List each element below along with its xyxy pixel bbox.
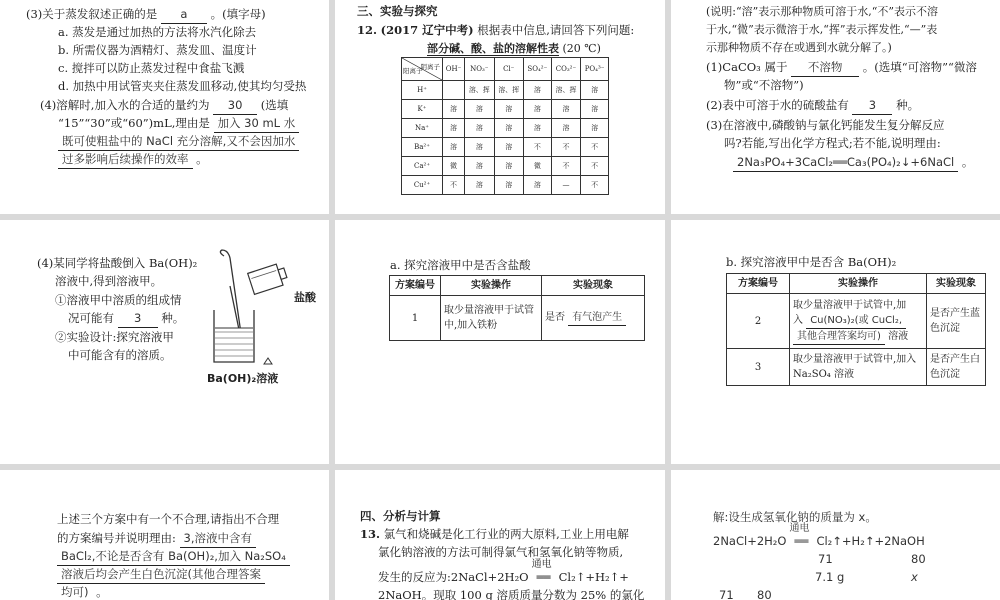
q3-line-1: (3)在溶液中,磷酸钠与氯化钙能发生复分解反应 bbox=[706, 118, 945, 132]
solubility-row bbox=[402, 138, 609, 157]
option-c: c. 搅拌可以防止蒸发过程中食盐飞溅 bbox=[58, 61, 245, 75]
q3-line-2: 吗?若能,写出化学方程式;若不能,说明理由: bbox=[724, 136, 941, 150]
plan-b-row-2 bbox=[727, 294, 986, 349]
table-header-row bbox=[402, 58, 609, 81]
solubility-cell: 溶 bbox=[581, 81, 609, 100]
solubility-cell: 溶 bbox=[494, 176, 523, 195]
q13-line-3 bbox=[378, 559, 629, 586]
solution-mass-x: x bbox=[911, 570, 918, 584]
solution-eq-right: Cl₂↑+H₂↑+2NaOH bbox=[816, 534, 925, 548]
table-temperature: (20 ℃) bbox=[562, 42, 601, 55]
solubility-cell: 溶、挥 bbox=[465, 81, 494, 100]
q13-text-2: 氯化钠溶液的方法可制得氯气和氢氧化钠等物质, bbox=[378, 545, 624, 559]
q12-number: 12. bbox=[357, 23, 378, 37]
solubility-row bbox=[402, 81, 609, 100]
solubility-cell: 溶 bbox=[443, 138, 465, 157]
conclusion-end: 。 bbox=[96, 585, 108, 599]
q13-number: 13. bbox=[360, 527, 381, 541]
q4-line2 bbox=[58, 114, 299, 133]
panel-unreasonable-plan bbox=[0, 470, 329, 600]
plan-operation-2-answer-2: 其他合理答案均可) bbox=[793, 329, 885, 345]
solution-ratio-71: 71 bbox=[719, 588, 734, 600]
q13-text-4: 2NaOH。现取 100 g 溶质质量分数为 25% 的氯化 bbox=[378, 588, 645, 600]
solubility-cell: 不 bbox=[551, 138, 580, 157]
plan-no-1: 1 bbox=[390, 296, 441, 341]
q3-end: 。 bbox=[961, 155, 974, 169]
beaker-illustration bbox=[204, 248, 294, 368]
anion-header: NO₃⁻ bbox=[465, 58, 494, 81]
panel-plan-a bbox=[335, 220, 665, 464]
solubility-cell: 溶 bbox=[494, 119, 523, 138]
label-barium-hydroxide: Ba(OH)₂溶液 bbox=[207, 372, 279, 385]
q4-reason-3: 过多影响后续操作的效率 bbox=[58, 150, 193, 169]
header-operation: 实验操作 bbox=[790, 274, 927, 294]
conclusion-line-3 bbox=[57, 547, 290, 566]
solubility-cell: 溶 bbox=[465, 119, 494, 138]
header-phenomenon: 实验现象 bbox=[927, 274, 986, 294]
table-corner bbox=[402, 58, 443, 81]
q4-sub1-line1: ①溶液甲中溶质的组成情 bbox=[55, 293, 182, 307]
q4-intro-1: (4)某同学将盐酸倒入 Ba(OH)₂ bbox=[37, 256, 198, 270]
q2-tail: 种。 bbox=[896, 98, 920, 112]
plan-operation-2 bbox=[790, 294, 927, 349]
q4-text: (4)溶解时,加入水的合适的量约为 bbox=[40, 98, 210, 112]
q13-reaction-left: 发生的反应为:2NaCl+2H₂O bbox=[378, 570, 529, 584]
solubility-cell: 溶 bbox=[523, 119, 551, 138]
plan-operation-2-answer-1: Cu(NO₃)₂(或 CuCl₂, bbox=[806, 313, 906, 329]
q1-line bbox=[706, 58, 977, 77]
table-title bbox=[427, 40, 601, 58]
anion-header: SO₄²⁻ bbox=[523, 58, 551, 81]
anion-header: Cl⁻ bbox=[494, 58, 523, 81]
q2-answer: 3 bbox=[852, 96, 892, 115]
plan-b-table bbox=[726, 273, 986, 386]
solubility-cell: 溶 bbox=[523, 176, 551, 195]
plan-operation-2-add: 入 bbox=[793, 314, 803, 326]
note-line-1: (说明:“溶”表示那种物质可溶于水,“不”表示不溶 bbox=[706, 5, 938, 18]
solution-eq-left: 2NaCl+2H₂O bbox=[713, 534, 787, 548]
q4-answer: 30 bbox=[213, 96, 257, 115]
solubility-cell: 溶 bbox=[443, 100, 465, 119]
q13-text-1: 氯气和烧碱是化工行业的两大原料,工业上用电解 bbox=[383, 527, 629, 541]
cation-label: K⁺ bbox=[402, 100, 443, 119]
plan-operation-2-solution: 溶液 bbox=[888, 330, 909, 342]
conclusion-line-2 bbox=[57, 529, 256, 548]
solubility-cell: 溶 bbox=[494, 100, 523, 119]
q4-sub2-line1: ②实验设计:探究溶液甲 bbox=[55, 330, 174, 344]
anion-header: CO₃²⁻ bbox=[551, 58, 580, 81]
conclusion-answer-2: BaCl₂,不论是否含有 Ba(OH)₂,加入 Na₂SO₄ bbox=[57, 547, 290, 566]
cation-label: Ba²⁺ bbox=[402, 138, 443, 157]
q13-reaction-condition: 通电 bbox=[531, 559, 552, 570]
conclusion-line-1: 上述三个方案中有一个不合理,请指出不合理 bbox=[57, 512, 280, 526]
q13-reaction-right: Cl₂↑+H₂↑+ bbox=[558, 570, 629, 584]
solubility-cell: 溶 bbox=[494, 157, 523, 176]
panel-analysis bbox=[335, 470, 665, 600]
cation-label: Na⁺ bbox=[402, 119, 443, 138]
header-phenomenon: 实验现象 bbox=[542, 276, 645, 296]
plan-a-title: a. 探究溶液甲中是否含盐酸 bbox=[390, 258, 531, 272]
q3-equation: 2Na₃PO₄+3CaCl₂══Ca₃(PO₄)₂↓+6NaCl bbox=[733, 153, 958, 172]
q13-reaction-arrow: 通电 ══ bbox=[529, 568, 559, 586]
plan-b-header-row bbox=[727, 274, 986, 294]
q4-sub1-tail: 种。 bbox=[161, 311, 185, 325]
plan-b-row-3 bbox=[727, 349, 986, 386]
plan-result-prefix: 是否 bbox=[545, 312, 565, 323]
solubility-cell: 溶 bbox=[494, 138, 523, 157]
solution-molar-71: 71 bbox=[818, 552, 833, 566]
solution-equation bbox=[713, 523, 925, 550]
solubility-cell: 不 bbox=[581, 157, 609, 176]
q1-answer: 不溶物 bbox=[791, 58, 859, 77]
q1-tail-2: 物”或“不溶物”) bbox=[724, 78, 804, 92]
section-title-3: 三、实验与探究 bbox=[357, 4, 438, 18]
solubility-cell: 溶、挥 bbox=[551, 81, 580, 100]
conclusion-line-4 bbox=[57, 565, 265, 584]
solubility-row bbox=[402, 157, 609, 176]
panel-table-questions bbox=[671, 0, 1000, 214]
corner-cation-label: 阳离子 bbox=[403, 67, 423, 75]
plan-operation-3: 取少量溶液甲于试管中,加入 Na₂SO₄ 溶液 bbox=[790, 349, 927, 386]
panel-solution bbox=[671, 470, 1000, 600]
solubility-cell: 溶 bbox=[465, 138, 494, 157]
solubility-cell bbox=[443, 81, 465, 100]
table-title-text: 部分碱、酸、盐的溶解性表 bbox=[427, 42, 559, 55]
q4-line4 bbox=[58, 150, 208, 169]
plan-a-row-1 bbox=[390, 296, 645, 341]
q3-equation-line bbox=[733, 153, 973, 172]
plan-result-3: 是否产生白色沉淀 bbox=[927, 349, 986, 386]
q4-reason-2: 既可使粗盐中的 NaCl 充分溶解,又不会因加水 bbox=[58, 132, 299, 151]
q4-sub1-answer: 3 bbox=[118, 309, 158, 328]
solubility-cell: 溶、挥 bbox=[494, 81, 523, 100]
cation-label: Cu²⁺ bbox=[402, 176, 443, 195]
q4-sub1-text: 况可能有 bbox=[68, 311, 114, 325]
plan-a-table bbox=[389, 275, 645, 341]
solubility-cell: 溶 bbox=[523, 100, 551, 119]
solubility-cell: 溶 bbox=[465, 157, 494, 176]
cation-label: H⁺ bbox=[402, 81, 443, 100]
solubility-cell: 溶 bbox=[523, 81, 551, 100]
solution-eq-arrow: 通电 ══ bbox=[786, 532, 816, 550]
cation-label: Ca²⁺ bbox=[402, 157, 443, 176]
plan-b-title: b. 探究溶液甲中是否含 Ba(OH)₂ bbox=[726, 255, 897, 269]
solubility-cell: 溶 bbox=[465, 100, 494, 119]
panel-plan-b bbox=[671, 220, 1000, 464]
corner-anion-label: 阴离子 bbox=[420, 63, 440, 71]
plan-no-2: 2 bbox=[727, 294, 790, 349]
plan-result-1 bbox=[542, 296, 645, 341]
plan-no-3: 3 bbox=[727, 349, 790, 386]
solubility-cell: 溶 bbox=[581, 100, 609, 119]
q1-text: (1)CaCO₃ 属于 bbox=[706, 60, 788, 74]
q12-source: (2017 辽宁中考) bbox=[380, 23, 474, 37]
panel-experiment-setup bbox=[0, 220, 329, 464]
solubility-cell: 微 bbox=[523, 157, 551, 176]
q2-line bbox=[706, 96, 919, 115]
option-b: b. 所需仪器为酒精灯、蒸发皿、温度计 bbox=[58, 43, 257, 57]
solution-molar-80: 80 bbox=[911, 552, 926, 566]
option-a: a. 蒸发是通过加热的方法将水汽化除去 bbox=[58, 25, 257, 39]
q3-line bbox=[26, 5, 266, 24]
plan-a-header-row bbox=[390, 276, 645, 296]
conclusion-line-5 bbox=[57, 583, 108, 600]
header-plan-no: 方案编号 bbox=[727, 274, 790, 294]
q4-line bbox=[40, 96, 288, 115]
solubility-cell: 不 bbox=[443, 176, 465, 195]
solubility-cell: — bbox=[551, 176, 580, 195]
q13-line-1 bbox=[360, 525, 629, 543]
solubility-row bbox=[402, 119, 609, 138]
header-plan-no: 方案编号 bbox=[390, 276, 441, 296]
q3-tail: 。(填字母) bbox=[210, 7, 266, 21]
panel-evaporation bbox=[0, 0, 329, 214]
solubility-cell: 不 bbox=[581, 138, 609, 157]
solubility-cell: 不 bbox=[523, 138, 551, 157]
anion-header: OH⁻ bbox=[443, 58, 465, 81]
conclusion-text: 的方案编号并说明理由: bbox=[57, 531, 176, 545]
panel-solubility-table bbox=[335, 0, 665, 214]
q4-intro-2: 溶液中,得到溶液甲。 bbox=[55, 274, 163, 288]
solution-line-1: 解:设生成氢氧化钠的质量为 x。 bbox=[713, 510, 877, 524]
solubility-cell: 溶 bbox=[581, 119, 609, 138]
solubility-cell: 微 bbox=[443, 157, 465, 176]
conclusion-answer-3: 溶液后均会产生白色沉淀(其他合理答案 bbox=[57, 565, 265, 584]
q12-text: 根据表中信息,请回答下列问题: bbox=[477, 23, 635, 37]
plan-result-answer: 有气泡产生 bbox=[568, 310, 626, 326]
anion-header: PO₄³⁻ bbox=[581, 58, 609, 81]
q3-text: (3)关于蒸发叙述正确的是 bbox=[26, 7, 158, 21]
plan-operation-2-text: 取少量溶液甲于试管中,加 bbox=[793, 299, 907, 311]
q4-line3 bbox=[58, 132, 299, 151]
solubility-cell: 溶 bbox=[551, 119, 580, 138]
solubility-row bbox=[402, 176, 609, 195]
conclusion-answer-4: 均可) bbox=[57, 583, 93, 600]
q4-sub1-line2 bbox=[68, 309, 184, 328]
solution-ratio-80: 80 bbox=[757, 588, 772, 600]
label-hydrochloric-acid: 盐酸 bbox=[294, 291, 316, 304]
solubility-cell: 不 bbox=[551, 157, 580, 176]
q3-answer: a bbox=[161, 5, 207, 24]
solution-mass-cl2: 7.1 g bbox=[815, 570, 845, 584]
option-d: d. 加热中用试管夹夹住蒸发皿移动,使其均匀受热 bbox=[58, 79, 307, 93]
conclusion-answer-1: 3,溶液中含有 bbox=[180, 529, 256, 548]
q4-sub2-line2: 中可能含有的溶质。 bbox=[68, 348, 172, 362]
q4-tail: (选填 bbox=[260, 98, 289, 112]
solubility-cell: 溶 bbox=[443, 119, 465, 138]
q1-tail: 。(选填“可溶物”“微溶 bbox=[862, 60, 977, 74]
q4-line2-text: “15”“30”或“60”)mL,理由是 bbox=[58, 116, 210, 130]
solubility-table bbox=[401, 57, 609, 195]
q12-line bbox=[357, 21, 634, 39]
q4-end: 。 bbox=[196, 152, 208, 166]
q4-reason-1: 加入 30 mL 水 bbox=[214, 114, 300, 133]
solubility-row bbox=[402, 100, 609, 119]
q2-text: (2)表中可溶于水的硫酸盐有 bbox=[706, 98, 849, 112]
solubility-cell: 不 bbox=[581, 176, 609, 195]
note-line-3: 示那种物质不存在或遇到水就分解了。) bbox=[706, 41, 892, 54]
plan-result-2: 是否产生蓝色沉淀 bbox=[927, 294, 986, 349]
solubility-cell: 溶 bbox=[465, 176, 494, 195]
solubility-cell: 溶 bbox=[551, 100, 580, 119]
section-title-4: 四、分析与计算 bbox=[360, 509, 441, 523]
plan-operation-1: 取少量溶液甲于试管中,加入铁粉 bbox=[441, 296, 542, 341]
solution-eq-condition: 通电 bbox=[789, 523, 810, 534]
note-line-2: 于水,“微”表示微溶于水,“挥”表示挥发性,“—”表 bbox=[706, 23, 938, 36]
header-operation: 实验操作 bbox=[441, 276, 542, 296]
